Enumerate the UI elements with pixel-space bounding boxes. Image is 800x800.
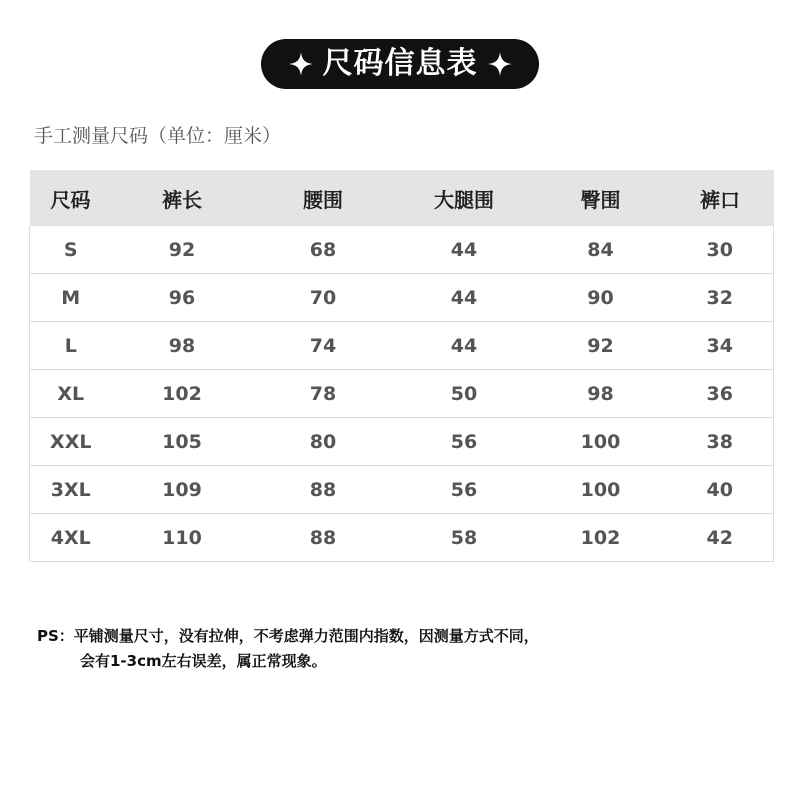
table-cell: 105	[112, 418, 253, 466]
table-cell: 42	[667, 514, 774, 562]
ps-note-line-1: PS：平铺测量尺寸，没有拉伸，不考虑弹力范围内指数，因测量方式不同，	[37, 627, 539, 645]
header-waist: 腰围	[253, 170, 394, 226]
table-cell: 109	[112, 466, 253, 514]
table-cell: 34	[667, 322, 774, 370]
table-cell: 40	[667, 466, 774, 514]
table-header-row	[30, 170, 774, 226]
table-cell: 44	[394, 274, 535, 322]
table-cell: 30	[667, 226, 774, 274]
ps-note-line-2: 会有1-3cm左右误差，属正常现象。	[80, 652, 327, 670]
table-cell: 36	[667, 370, 774, 418]
table-cell: 88	[253, 466, 394, 514]
table-cell: M	[30, 274, 112, 322]
table-cell: S	[30, 226, 112, 274]
table-row	[30, 274, 774, 322]
header-leg-opening: 裤口	[667, 170, 774, 226]
table-cell: 102	[112, 370, 253, 418]
page-title: 尺码信息表	[322, 46, 478, 81]
table-cell: 44	[394, 226, 535, 274]
table-row	[30, 418, 774, 466]
header-pants-length: 裤长	[112, 170, 253, 226]
size-table	[29, 170, 774, 562]
title-banner	[261, 39, 539, 89]
table-cell: 80	[253, 418, 394, 466]
ps-note	[37, 624, 539, 674]
table-cell: 56	[394, 418, 535, 466]
table-cell: 96	[112, 274, 253, 322]
table-cell: 78	[253, 370, 394, 418]
table-cell: 38	[667, 418, 774, 466]
table-cell: 4XL	[30, 514, 112, 562]
sparkle-star-icon	[289, 52, 313, 76]
table-row	[30, 226, 774, 274]
table-cell: 32	[667, 274, 774, 322]
table-row	[30, 370, 774, 418]
table-cell: 88	[253, 514, 394, 562]
table-cell: XL	[30, 370, 112, 418]
table-cell: 68	[253, 226, 394, 274]
table-cell: 98	[535, 370, 667, 418]
table-cell: 100	[535, 466, 667, 514]
table-cell: L	[30, 322, 112, 370]
table-cell: 90	[535, 274, 667, 322]
table-cell: 100	[535, 418, 667, 466]
table-cell: 98	[112, 322, 253, 370]
header-hip: 臀围	[535, 170, 667, 226]
table-cell: 58	[394, 514, 535, 562]
sparkle-star-icon	[488, 52, 512, 76]
table-row	[30, 466, 774, 514]
table-cell: 110	[112, 514, 253, 562]
table-cell: 3XL	[30, 466, 112, 514]
header-size: 尺码	[30, 170, 112, 226]
table-row	[30, 322, 774, 370]
header-thigh: 大腿围	[394, 170, 535, 226]
table-cell: 56	[394, 466, 535, 514]
table-row	[30, 514, 774, 562]
measurement-unit-note: 手工测量尺码（单位：厘米）	[34, 125, 282, 147]
table-cell: XXL	[30, 418, 112, 466]
table-cell: 44	[394, 322, 535, 370]
table-cell: 70	[253, 274, 394, 322]
table-cell: 84	[535, 226, 667, 274]
table-cell: 74	[253, 322, 394, 370]
table-cell: 92	[535, 322, 667, 370]
table-cell: 92	[112, 226, 253, 274]
table-cell: 50	[394, 370, 535, 418]
table-cell: 102	[535, 514, 667, 562]
